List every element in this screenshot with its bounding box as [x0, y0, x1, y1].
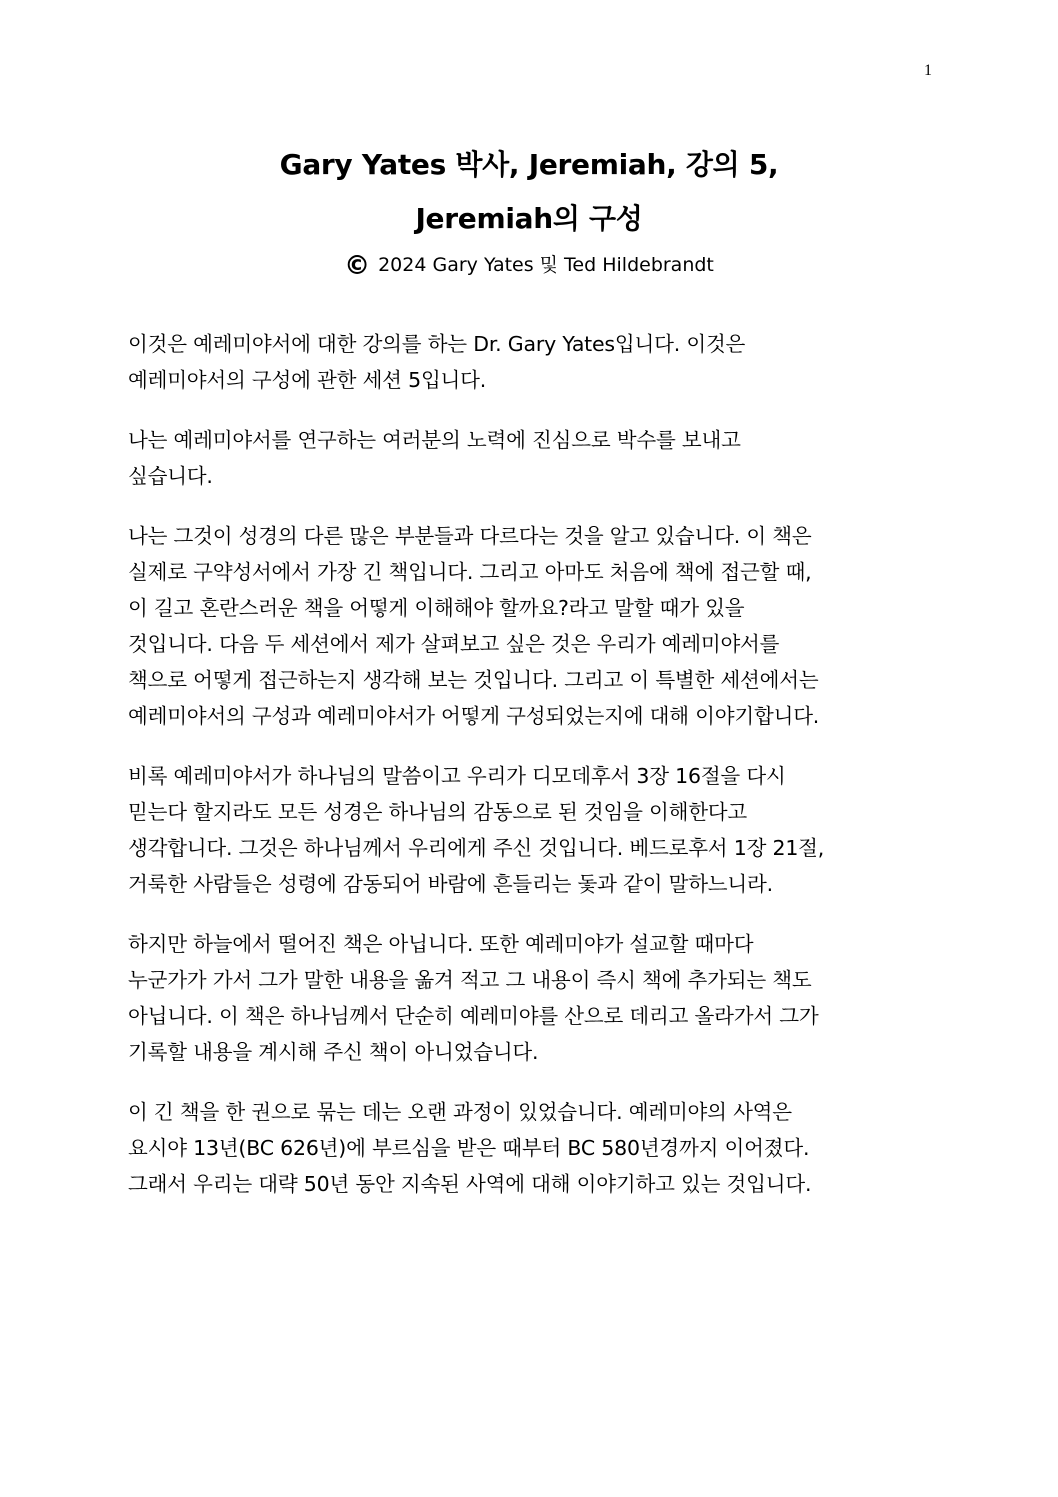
document-body: [128, 326, 938, 1226]
paragraph-line: 하지만 하늘에서 떨어진 책은 아닙니다. 또한 예레미야가 설교할 때마다: [128, 932, 754, 956]
paragraph: [128, 758, 938, 902]
title-block: [0, 138, 1058, 281]
paragraph-line: 나는 그것이 성경의 다른 많은 부분들과 다르다는 것을 알고 있습니다. 이 책은: [128, 524, 812, 548]
copyright-line: [0, 250, 1058, 281]
paragraph-line: 책으로 어떻게 접근하는지 생각해 보는 것입니다. 그리고 이 특별한 세션에서는: [128, 668, 819, 692]
paragraph-line: 이 길고 혼란스러운 책을 어떻게 이해해야 할까요?라고 말할 때가 있을: [128, 596, 745, 620]
title-line-2: Jeremiah의 구성: [415, 202, 643, 235]
paragraph-line: 기록할 내용을 계시해 주신 책이 아니었습니다.: [128, 1040, 539, 1064]
paragraph: [128, 1094, 938, 1202]
paragraph-line: 아닙니다. 이 책은 하나님께서 단순히 예레미야를 산으로 데리고 올라가서 그가: [128, 1004, 819, 1028]
paragraph: [128, 926, 938, 1070]
paragraph: [128, 326, 938, 398]
paragraph-line: 누군가가 가서 그가 말한 내용을 옮겨 적고 그 내용이 즉시 책에 추가되는 책도: [128, 968, 812, 992]
copyright-icon: ©: [344, 251, 371, 281]
title-line-1: Gary Yates 박사, Jeremiah, 강의 5,: [279, 148, 779, 181]
paragraph-line: 싶습니다.: [128, 464, 213, 488]
paragraph-line: 이것은 예레미야서에 대한 강의를 하는 Dr. Gary Yates입니다. 이것은: [128, 332, 746, 356]
paragraph-line: 거룩한 사람들은 성령에 감동되어 바람에 흔들리는 돛과 같이 말하느니라.: [128, 872, 773, 896]
paragraph-line: 이 긴 책을 한 권으로 묶는 데는 오랜 과정이 있었습니다. 예레미야의 사역은: [128, 1100, 792, 1124]
paragraph-line: 그래서 우리는 대략 50년 동안 지속된 사역에 대해 이야기하고 있는 것입니다.: [128, 1172, 812, 1196]
page-number: 1: [924, 62, 932, 79]
paragraph-line: 믿는다 할지라도 모든 성경은 하나님의 감동으로 된 것임을 이해한다고: [128, 800, 748, 824]
paragraph-line: 실제로 구약성서에서 가장 긴 책입니다. 그리고 아마도 처음에 책에 접근할 때,: [128, 560, 812, 584]
paragraph: [128, 422, 938, 494]
paragraph: [128, 518, 938, 734]
paragraph-line: 것입니다. 다음 두 세션에서 제가 살펴보고 싶은 것은 우리가 예레미야서를: [128, 632, 780, 656]
paragraph-line: 요시야 13년(BC 626년)에 부르심을 받은 때부터 BC 580년경까지 이어졌다.: [128, 1136, 810, 1160]
paragraph-line: 예레미야서의 구성에 관한 세션 5입니다.: [128, 368, 487, 392]
paragraph-line: 비록 예레미야서가 하나님의 말씀이고 우리가 디모데후서 3장 16절을 다시: [128, 764, 786, 788]
copyright-text: 2024 Gary Yates 및 Ted Hildebrandt: [378, 254, 714, 276]
paragraph-line: 생각합니다. 그것은 하나님께서 우리에게 주신 것입니다. 베드로후서 1장 21절,: [128, 836, 825, 860]
paragraph-line: 예레미야서의 구성과 예레미야서가 어떻게 구성되었는지에 대해 이야기합니다.: [128, 704, 820, 728]
paragraph-line: 나는 예레미야서를 연구하는 여러분의 노력에 진심으로 박수를 보내고: [128, 428, 741, 452]
